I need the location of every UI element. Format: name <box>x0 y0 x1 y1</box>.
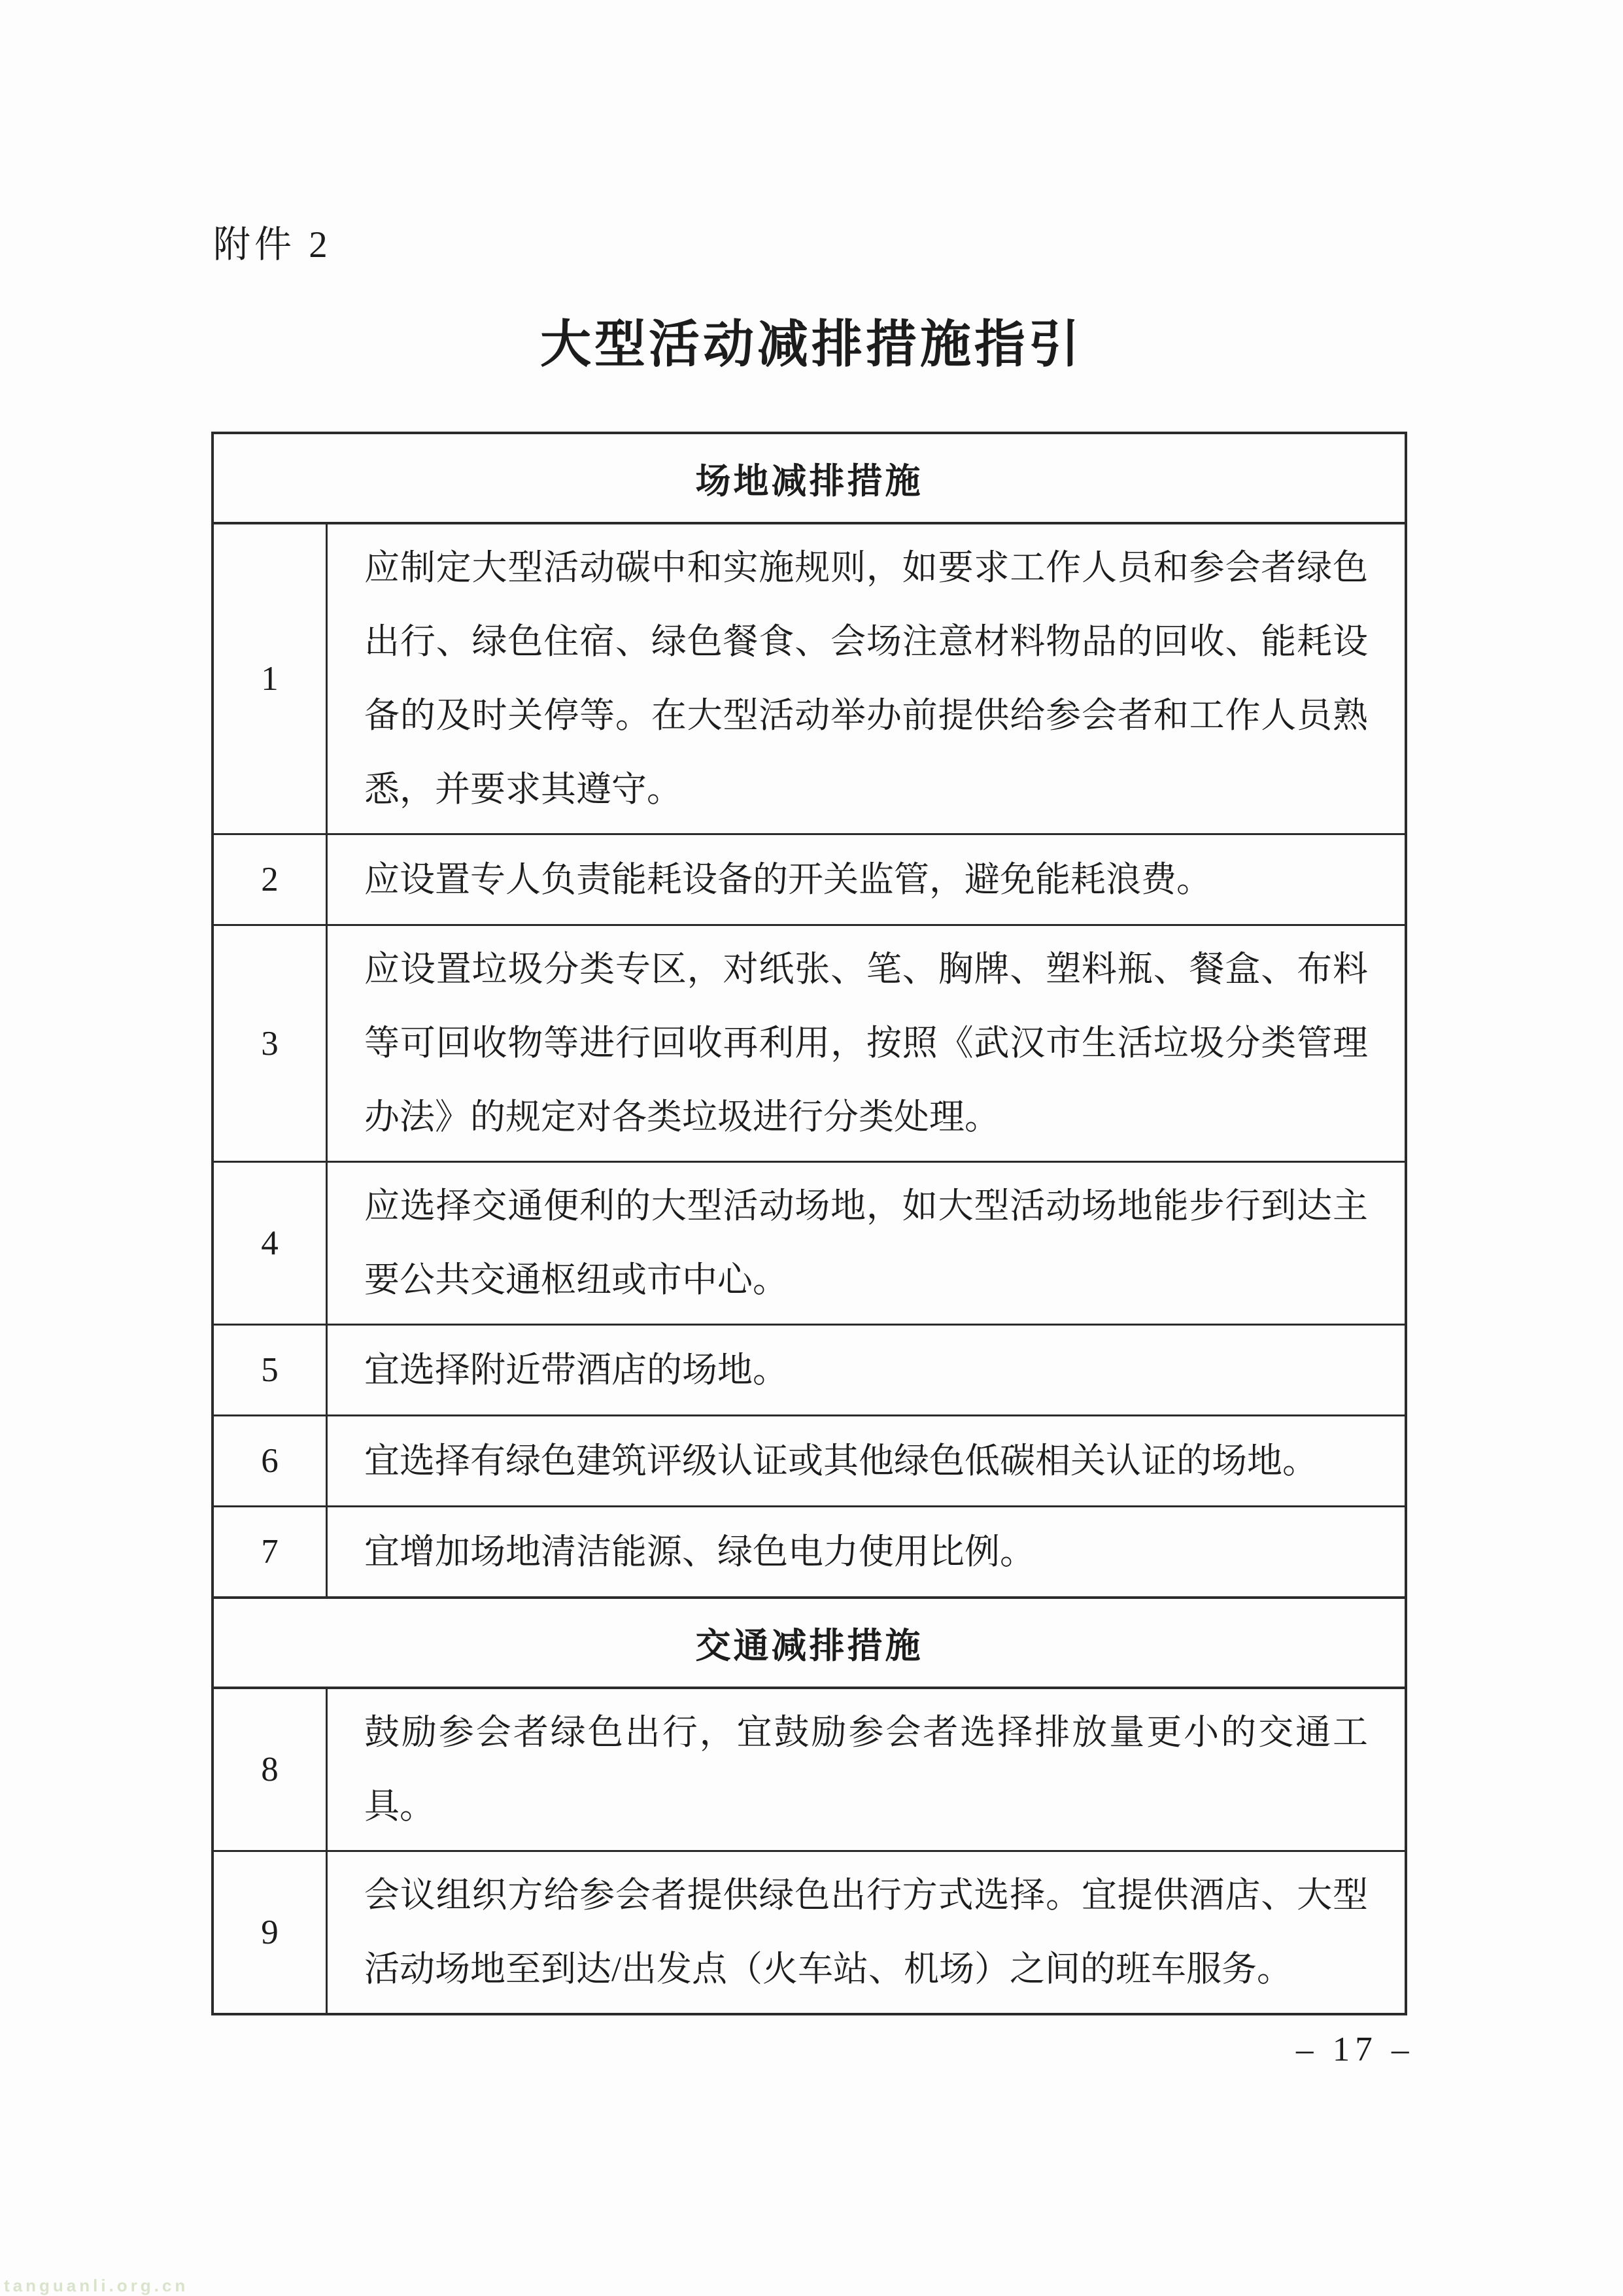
row-number-cell: 9 <box>214 1852 328 2013</box>
section-header-venue: 场地减排措施 <box>695 461 923 501</box>
row-text-cell <box>328 1326 1405 1414</box>
row-text-cell <box>328 524 1405 833</box>
table-row <box>214 833 1405 924</box>
watermark: tanguanli.org.cn <box>4 2276 189 2295</box>
row-text-cell <box>328 1689 1405 1850</box>
row-text-cell <box>328 1416 1405 1505</box>
document-title: 大型活动减排措施指引 <box>539 316 1083 373</box>
row-text: 应设置专人负责能耗设备的开关监管，避免能耗浪费。 <box>364 859 1212 899</box>
row-text: 应选择交通便利的大型活动场地，如大型活动场地能步行到达主要公共交通枢纽或市中心。 <box>364 1186 1368 1299</box>
row-text: 应设置垃圾分类专区，对纸张、笔、胸牌、塑料瓶、餐盒、布料等可回收物等进行回收再利用，按照《武汉市生活垃圾分类管理办法》的规定对各类垃圾进行分类处理。 <box>364 950 1368 1137</box>
row-text-cell <box>328 926 1405 1161</box>
table-row <box>214 1324 1405 1414</box>
row-text-cell <box>328 1507 1405 1596</box>
row-text: 会议组织方给参会者提供绿色出行方式选择。宜提供酒店、大型活动场地至到达/出发点（火车站、机场）之间的班车服务。 <box>364 1876 1368 1989</box>
table-row <box>214 924 1405 1161</box>
row-number-cell: 4 <box>214 1163 328 1324</box>
section-header-transport: 交通减排措施 <box>214 1596 1405 1687</box>
row-text: 鼓励参会者绿色出行，宜鼓励参会者选择排放量更小的交通工具。 <box>364 1713 1368 1826</box>
table-row <box>214 1505 1405 1596</box>
row-text-cell <box>328 835 1405 924</box>
row-text: 宜增加场地清洁能源、绿色电力使用比例。 <box>364 1532 1035 1571</box>
row-number-cell: 3 <box>214 926 328 1161</box>
row-number-cell: 8 <box>214 1689 328 1850</box>
table-row <box>214 1414 1405 1505</box>
page-number: – 17 – <box>1296 2030 1414 2068</box>
row-text: 宜选择有绿色建筑评级认证或其他绿色低碳相关认证的场地。 <box>364 1441 1318 1481</box>
row-text-cell <box>328 1163 1405 1324</box>
table-row <box>214 1161 1405 1324</box>
row-number-cell: 6 <box>214 1416 328 1505</box>
row-text-cell <box>328 1852 1405 2013</box>
row-number-cell: 7 <box>214 1507 328 1596</box>
row-number-cell: 5 <box>214 1326 328 1414</box>
row-text: 宜选择附近带酒店的场地。 <box>364 1350 788 1390</box>
measures-table <box>211 432 1407 2015</box>
table-row <box>214 1850 1405 2013</box>
attachment-label: 附件 2 <box>213 224 332 266</box>
row-number-cell: 1 <box>214 524 328 833</box>
table-row <box>214 1687 1405 1850</box>
row-number-cell: 2 <box>214 835 328 924</box>
table-row <box>214 522 1405 833</box>
row-text: 应制定大型活动碳中和实施规则，如要求工作人员和参会者绿色出行、绿色住宿、绿色餐食、会场注意材料物品的回收、能耗设备的及时关停等。在大型活动举办前提供给参会者和工作人员熟悉，并要求其遵守。 <box>364 548 1368 809</box>
